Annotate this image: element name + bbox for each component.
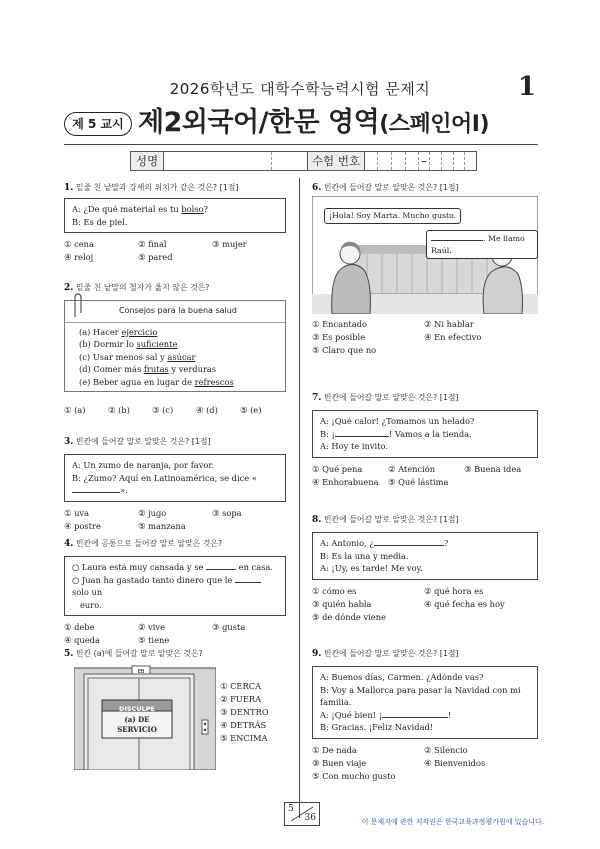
- option-1[interactable]: ① Encantado: [312, 319, 367, 329]
- option-3[interactable]: ③ Es posible: [312, 332, 366, 342]
- q-number: 9.: [312, 649, 322, 659]
- question-4: [64, 538, 286, 647]
- exam-title: 2026학년도 대학수학능력시험 문제지: [169, 80, 431, 98]
- answer-options: [220, 680, 269, 745]
- answer-options: [64, 404, 286, 417]
- option-1[interactable]: ① uva: [64, 507, 90, 518]
- option-5[interactable]: ⑤ de dónde viene: [312, 611, 386, 622]
- answer-options: [312, 744, 538, 783]
- q-text: 빈칸에 공통으로 들어갈 말로 알맞은 것은?: [75, 539, 223, 548]
- option-4[interactable]: ④ queda: [64, 635, 100, 645]
- q-number: 1.: [64, 183, 74, 193]
- option-4[interactable]: ④ DETRÁS: [220, 720, 267, 730]
- option-3[interactable]: ③ sopa: [212, 507, 242, 518]
- answer-options: [64, 621, 286, 647]
- option-4[interactable]: ④ reloj: [64, 252, 94, 262]
- question-3: [64, 436, 286, 533]
- q-text: 빈칸 (a)에 들어갈 말로 알맞은 것은?: [75, 649, 203, 658]
- option-3[interactable]: ③ Buen viaje: [312, 757, 367, 768]
- option-2[interactable]: ② Silencio: [424, 744, 468, 755]
- option-1[interactable]: ① CERCA: [220, 681, 262, 691]
- q-number: 3.: [64, 437, 74, 447]
- option-2[interactable]: ② qué hora es: [424, 585, 484, 596]
- exam-no-digit[interactable]: [378, 152, 392, 170]
- q-text: 밑줄 친 낱말과 강세의 위치가 같은 것은? [1점]: [75, 183, 239, 192]
- sign-line-2: (a) DE: [124, 715, 150, 724]
- option-2[interactable]: ② final: [138, 239, 167, 249]
- blank: [335, 428, 389, 437]
- option-4[interactable]: ④ postre: [64, 520, 101, 531]
- q-text: 밑줄 친 낱말의 철자가 옳지 않은 것은?: [75, 283, 210, 292]
- option-2[interactable]: ② (b): [108, 405, 130, 415]
- header-rule: [64, 144, 538, 145]
- option-2[interactable]: ② jugo: [138, 507, 167, 518]
- svg-text:EB: EB: [137, 669, 145, 675]
- blank: [374, 537, 444, 546]
- exam-no-dash: –: [419, 152, 430, 170]
- blank: [206, 561, 236, 570]
- subject-name: 제2외국어/한문 영역: [138, 107, 380, 138]
- question-2: [64, 282, 286, 417]
- page-counter: [284, 802, 320, 826]
- option-3[interactable]: ③ quién habla: [312, 598, 372, 609]
- option-3[interactable]: ③ DENTRO: [220, 707, 269, 717]
- option-5[interactable]: ⑤ Qué lástima: [388, 476, 449, 487]
- q-text: 빈칸에 들어갈 말로 알맞은 것은? [1점]: [323, 649, 459, 658]
- question-8: [312, 514, 538, 624]
- card-title: Consejos para la buena salud: [119, 306, 237, 315]
- sign-line-3: SERVICIO: [117, 725, 157, 734]
- sign-line-1: DISCULPE: [119, 705, 155, 713]
- answer-options: [64, 238, 286, 264]
- q-text: 빈칸에 들어갈 말로 알맞은 것은? [1점]: [323, 393, 459, 402]
- exam-no-digit[interactable]: [392, 152, 406, 170]
- option-1[interactable]: ① De nada: [312, 744, 357, 755]
- blank: [431, 232, 483, 241]
- question-9: [312, 648, 538, 783]
- dialogue-box: A: Antonio, ¿ ? B: Es la una y media. A: ¡Uy, es tarde! Me voy.: [312, 532, 538, 580]
- question-7: [312, 392, 538, 489]
- option-5[interactable]: ⑤ tiene: [138, 635, 170, 645]
- column-divider: [299, 178, 300, 818]
- dialogue-box: A: Buenos días, Carmen. ¿Adónde vas? B: Voy a Mallorca para pasar la Navidad con mi familia. A: ¡Qué bien! ¡ ! B: Gracias. ¡Feliz Navidad!: [312, 666, 538, 739]
- dialogue-box: A: ¡Qué calor! ¿Tomamos un helado? B: ¡ ! Vamos a la tienda. A: Hoy te invito.: [312, 410, 538, 458]
- copyright-notice: 이 문제지에 관한 저작권은 한국교육과정평가원에 있습니다.: [361, 818, 544, 826]
- answer-options: [312, 318, 538, 357]
- subject-language: (스페인어Ⅰ): [379, 112, 490, 137]
- question-5: [64, 648, 286, 743]
- option-1[interactable]: ① cena: [64, 239, 94, 249]
- underlined-word: bolso: [181, 204, 204, 214]
- option-5[interactable]: ⑤ (e): [240, 405, 262, 415]
- option-5[interactable]: ⑤ Claro que no: [312, 345, 377, 355]
- page-label: 1: [517, 72, 536, 102]
- sentence-box: ○ Laura está muy cansada y se en casa. ○ Juan ha gastado tanto dinero que le solo un euro.: [64, 556, 286, 616]
- speech-bubble-raul: . Me llamo Raúl.: [426, 230, 538, 259]
- answer-options: [312, 463, 538, 489]
- name-field[interactable]: [163, 152, 272, 170]
- option-4[interactable]: ④ (d): [196, 405, 218, 415]
- answer-options: [312, 585, 538, 624]
- option-3[interactable]: ③ gusta: [212, 622, 246, 632]
- exam-no-digit[interactable]: [430, 152, 442, 170]
- question-1: [64, 182, 286, 264]
- q-number: 5.: [64, 649, 74, 659]
- dialogue-box: A: ¿De qué material es tu bolso? B: Es de piel.: [64, 198, 286, 233]
- q-number: 4.: [64, 539, 74, 549]
- option-1[interactable]: ① Qué pena: [312, 463, 363, 474]
- question-6: [312, 182, 538, 357]
- q-text: 빈칸에 들어갈 말로 알맞은 것은? [1점]: [323, 515, 459, 524]
- q-text: 빈칸에 들어갈 말로 알맞은 것은? [1점]: [75, 437, 211, 446]
- exam-no-digit[interactable]: [454, 152, 465, 170]
- notepad-card: Consejos para la buena salud (a) Hacer ejercicio (b) Dormir lo suficiente (c) Usar menos sal y asúcar (d) Comer más frutas y verduras (e) Beber agua en lugar de refrescos: [64, 300, 286, 392]
- exam-no-label: 수험 번호: [307, 152, 365, 170]
- q-number: 8.: [312, 515, 322, 525]
- exam-no-digit[interactable]: [406, 152, 419, 170]
- speech-bubble-marta: ¡Hola! Soy Marta. Mucho gusto.: [324, 208, 461, 224]
- option-4[interactable]: ④ qué fecha es hoy: [424, 598, 505, 609]
- subject-title: [138, 100, 489, 139]
- blank: [382, 709, 448, 718]
- option-2[interactable]: ② Atención: [388, 463, 436, 474]
- blank: [235, 574, 261, 583]
- q-number: 2.: [64, 283, 74, 293]
- option-1[interactable]: ① cómo es: [312, 585, 357, 596]
- option-1[interactable]: ① (a): [64, 405, 86, 415]
- option-3[interactable]: ③ (c): [152, 405, 174, 415]
- exam-no-digit[interactable]: [442, 152, 454, 170]
- q-number: 6.: [312, 183, 322, 193]
- option-2[interactable]: ② FUERA: [220, 694, 262, 704]
- option-4[interactable]: ④ Enhorabuena: [312, 476, 379, 487]
- dialogue-box: A: Un zumo de naranja, por favor. B: ¿Zumo? Aquí en Latinoamérica, se dice «».: [64, 454, 286, 502]
- option-5[interactable]: ⑤ manzana: [138, 520, 186, 531]
- current-page: 5: [288, 804, 294, 814]
- period-badge: 제 5 교시: [64, 112, 132, 136]
- blank: [72, 484, 120, 493]
- name-label: 성명: [131, 152, 164, 170]
- exam-no-digit[interactable]: [364, 152, 378, 170]
- option-2[interactable]: ② vive: [138, 622, 166, 632]
- name-exam-bar: [130, 151, 477, 171]
- option-1[interactable]: ① debe: [64, 622, 95, 632]
- option-5[interactable]: ⑤ pared: [138, 252, 173, 262]
- option-5[interactable]: ⑤ ENCIMA: [220, 733, 268, 743]
- answer-options: [64, 507, 286, 533]
- option-3[interactable]: ③ Buena idea: [464, 463, 522, 474]
- option-4[interactable]: ④ En efectivo: [424, 332, 482, 342]
- option-2[interactable]: ② Ni hablar: [424, 319, 474, 329]
- total-pages: 36: [304, 813, 316, 823]
- option-5[interactable]: ⑤ Con mucho gusto: [312, 770, 396, 781]
- option-4[interactable]: ④ Bienvenidos: [424, 757, 486, 768]
- option-3[interactable]: ③ mujer: [212, 239, 247, 249]
- q-number: 7.: [312, 393, 322, 403]
- paperclip-icon: [71, 293, 85, 319]
- q-text: 빈칸에 들어갈 말로 알맞은 것은? [1점]: [323, 183, 459, 192]
